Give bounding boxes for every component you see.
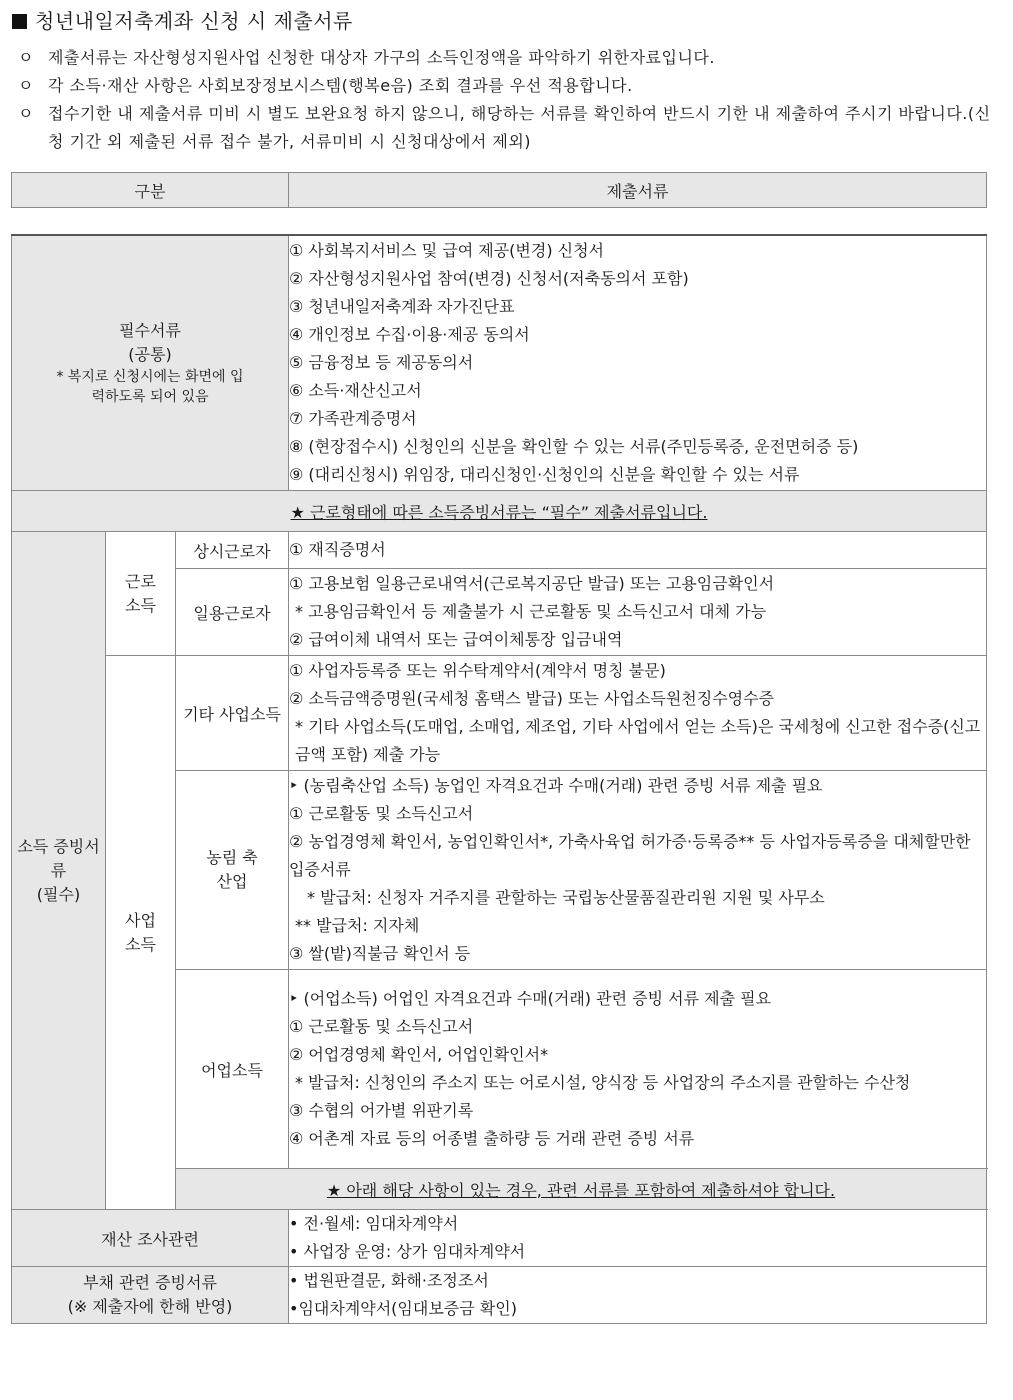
daily-worker-cell: 일용근로자 <box>176 569 289 656</box>
agri-items <box>289 771 987 970</box>
agri-cell <box>176 771 289 970</box>
agri-label: 농림 축산업 <box>206 848 258 891</box>
intro-item: ㅇ 제출서류는 자산형성지원사업 신청한 대상자 가구의 소득인정액을 파악하기 위한자료입니다. <box>18 44 993 72</box>
intro-item: ㅇ 접수기한 내 제출서류 미비 시 별도 보완요청 하지 않으니, 해당하는 서류를 확인하여 반드시 기한 내 제출하여 주시기 바랍니다.(신청 기간 외 제출된 서류 접수 불가, 서류미비 시 신청대상에서 제외) <box>18 100 993 156</box>
fishery-items <box>289 970 987 1169</box>
list-item: ④ 어촌계 자료 등의 어종별 출하량 등 거래 관련 증빙 서류 <box>289 1129 695 1148</box>
list-item: ⑥ 소득·재산신고서 <box>289 381 422 400</box>
list-item: ** 발급처: 지자체 <box>295 916 420 935</box>
page-title <box>12 8 353 34</box>
list-item: ③ 수협의 어가별 위판기록 <box>289 1101 474 1120</box>
list-item: ⑤ 금융정보 등 제공동의서 <box>289 353 474 372</box>
other-business-cell: 기타 사업소득 <box>176 656 289 771</box>
list-item: * 기타 사업소득(도매업, 소매업, 제조업, 기타 사업에서 얻는 소득)은 국세청에 신고한 접수증(신고금액 포함) 제출 가능 <box>295 717 981 764</box>
list-item: ⑨ (대리신청시) 위임장, 대리신청인·신청인의 신분을 확인할 수 있는 서류 <box>289 465 800 484</box>
required-items <box>289 235 987 491</box>
list-item: ① 근로활동 및 소득신고서 <box>289 804 474 823</box>
debt-label-cell <box>12 1267 289 1324</box>
list-item: * 발급처: 신청자 거주지를 관할하는 국립농산물품질관리원 지원 및 사무소 <box>307 888 825 907</box>
intro-item: ㅇ 각 소득·재산 사항은 사회보장정보시스템(행복e음) 조회 결과를 우선 적용합니다. <box>18 72 993 100</box>
list-item: ① 재직증명서 <box>289 540 386 559</box>
list-item: ‣ (농림축산업 소득) 농업인 자격요건과 수매(거래) 관련 증빙 서류 제출 필요 <box>289 776 823 795</box>
list-item: ② 어업경영체 확인서, 어업인확인서* <box>289 1045 549 1064</box>
list-item: • 법원판결문, 화해·조정조서 <box>289 1271 489 1290</box>
labor-income-label: 근로 소득 <box>125 571 156 615</box>
list-item: • 사업장 운영: 상가 임대차계약서 <box>289 1242 526 1261</box>
list-item: ② 급여이체 내역서 또는 급여이체통장 입금내역 <box>289 630 623 649</box>
list-item: ③ 청년내일저축계좌 자가진단표 <box>289 297 515 316</box>
income-sub: (필수) <box>36 884 81 904</box>
list-item: ‣ (어업소득) 어업인 자격요건과 수매(거래) 관련 증빙 서류 제출 필요 <box>289 989 772 1008</box>
circle-bullet-icon: ㅇ <box>18 76 34 95</box>
list-item: * 고용임금확인서 등 제출불가 시 근로활동 및 소득신고서 대체 가능 <box>295 602 767 621</box>
other-business-items <box>289 656 987 771</box>
regular-worker-items <box>289 532 987 569</box>
regular-worker-cell: 상시근로자 <box>176 532 289 569</box>
square-bullet-icon <box>12 14 27 29</box>
list-item: ② 농업경영체 확인서, 농업인확인서*, 가축사육업 허가증·등록증** 등 사업자등록증을 대체할만한 입증서류 <box>289 832 971 879</box>
list-item: ⑧ (현장접수시) 신청인의 신분을 확인할 수 있는 서류(주민등록증, 운전면허증 등) <box>289 437 859 456</box>
list-item: ① 고용보험 일용근로내역서(근로복지공단 발급) 또는 고용임금확인서 <box>289 574 775 593</box>
list-item: ① 사업자등록증 또는 위수탁계약서(계약서 명칭 불문) <box>289 661 666 680</box>
documents-table <box>11 172 987 1324</box>
list-item: • 전·월세: 임대차계약서 <box>289 1214 459 1233</box>
income-label: 소득 증빙서류 <box>17 836 100 880</box>
required-sub: (공통) <box>128 345 172 364</box>
intro-notes <box>18 44 993 156</box>
list-item: ③ 쌀(밭)직불금 확인서 등 <box>289 944 471 963</box>
list-item: ④ 개인정보 수집·이용·제공 동의서 <box>289 325 530 344</box>
list-item: ① 사회복지서비스 및 급여 제공(변경) 신청서 <box>289 241 605 260</box>
required-label: 필수서류 <box>119 321 181 340</box>
header-documents: 제출서류 <box>289 173 987 208</box>
required-note: * 복지로 신청시에는 화면에 입력하도록 되어 있음 <box>56 369 244 405</box>
daily-worker-items <box>289 569 987 656</box>
circle-bullet-icon: ㅇ <box>18 104 34 123</box>
list-item: ② 자산형성지원사업 참여(변경) 신청서(저축동의서 포함) <box>289 269 689 288</box>
debt-items <box>289 1267 987 1324</box>
business-income-label: 사업 소득 <box>125 910 156 954</box>
property-items <box>289 1210 987 1267</box>
list-item: ⑦ 가족관계증명서 <box>289 409 417 428</box>
list-item: * 발급처: 신청인의 주소지 또는 어로시설, 양식장 등 사업장의 주소지를 관할하는 수산청 <box>295 1073 911 1092</box>
header-category: 구분 <box>12 173 289 208</box>
labor-income-cell <box>106 532 176 656</box>
fishery-cell: 어업소득 <box>176 970 289 1169</box>
spacer-row <box>12 208 987 236</box>
notice-income: ★ 근로형태에 따른 소득증빙서류는 “필수” 제출서류입니다. <box>12 491 987 532</box>
title-text: 청년내일저축계좌 신청 시 제출서류 <box>35 9 353 33</box>
list-item: ② 소득금액증명원(국세청 홈택스 발급) 또는 사업소득원천징수영수증 <box>289 689 775 708</box>
list-item: ① 근로활동 및 소득신고서 <box>289 1017 474 1036</box>
property-label-cell: 재산 조사관련 <box>12 1210 289 1267</box>
notice-optional: ★ 아래 해당 사항이 있는 경우, 관련 서류를 포함하여 제출하셔야 합니다. <box>176 1169 987 1210</box>
business-income-cell <box>106 656 176 1210</box>
required-label-cell <box>12 235 289 491</box>
income-label-cell <box>12 532 106 1210</box>
list-item: •임대차계약서(임대보증금 확인) <box>289 1299 517 1318</box>
circle-bullet-icon: ㅇ <box>18 48 34 67</box>
debt-sub: (※ 제출자에 한해 반영) <box>67 1297 233 1316</box>
debt-label: 부채 관련 증빙서류 <box>83 1273 217 1292</box>
